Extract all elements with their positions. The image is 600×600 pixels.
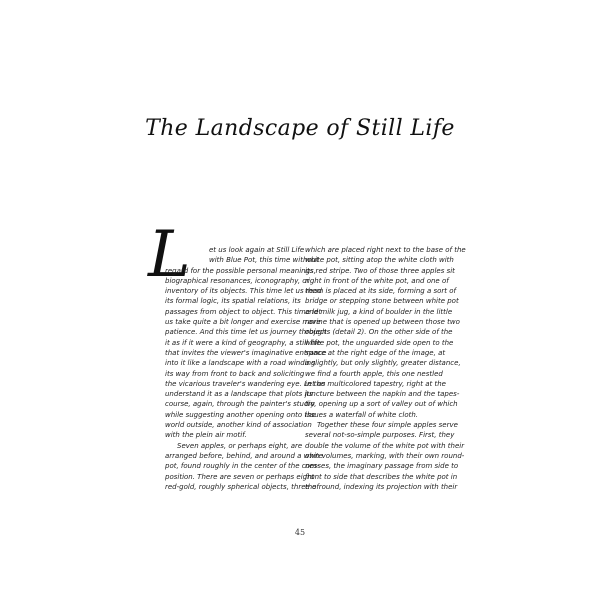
text-line: front to side that describes the white pot in bbox=[305, 472, 458, 481]
text-line: the round, indexing its projection with their bbox=[305, 482, 458, 491]
text-line: we find a fourth apple, this one nestled bbox=[305, 369, 443, 378]
text-line: juncture between the napkin and the tapes- bbox=[305, 390, 460, 399]
text-line: biographical resonances, iconography, or bbox=[165, 276, 310, 285]
text-line: double the volume of the white pot with their bbox=[305, 441, 465, 450]
text-line: inventory of its objects. This time let us read bbox=[165, 287, 322, 296]
text-line: them is placed at its side, forming a sort of bbox=[305, 287, 456, 296]
text-line: with the plein air motif. bbox=[165, 431, 247, 440]
text-line: course, again, through the painter's studio bbox=[165, 400, 315, 409]
text-line: its red stripe. Two of those three apples sit bbox=[305, 266, 455, 275]
text-line: its way from front to back and soliciting bbox=[165, 369, 305, 378]
text-line: a slightly, but only slightly, greater distance, bbox=[305, 359, 461, 368]
text-line: try, opening up a sort of valley out of which bbox=[305, 400, 458, 409]
page-title: The Landscape of Still Life bbox=[145, 116, 455, 141]
left-text-column bbox=[165, 245, 327, 492]
text-line: regard for the possible personal meanings, bbox=[165, 266, 316, 275]
text-line: white pot, sitting atop the white cloth with bbox=[305, 256, 454, 265]
text-line: and milk jug, a kind of boulder in the little bbox=[305, 307, 453, 316]
text-line: Seven apples, or perhaps eight, are bbox=[177, 441, 303, 450]
text-line: that invites the viewer's imaginative entrance bbox=[165, 348, 327, 357]
text-line: arranged before, behind, and around a white bbox=[165, 451, 323, 460]
text-line: patience. And this time let us journey through bbox=[165, 328, 327, 337]
text-line: while suggesting another opening onto the bbox=[165, 410, 316, 419]
text-line: et us look again at Still Life bbox=[209, 246, 305, 254]
text-line: with Blue Pot, this time without bbox=[209, 256, 319, 265]
text-line: position. There are seven or perhaps eight bbox=[165, 472, 315, 481]
page-number: 45 bbox=[294, 528, 306, 537]
text-line: world outside, another kind of association bbox=[165, 421, 312, 430]
text-line: understand it as a landscape that plots its bbox=[165, 390, 313, 399]
text-line: nesses, the imaginary passage from side to bbox=[305, 462, 459, 471]
text-line: bridge or stepping stone between white pot bbox=[305, 297, 459, 306]
text-line: its formal logic, its spatial relations, its bbox=[165, 297, 301, 306]
text-line: issues a waterfall of white cloth. bbox=[305, 410, 419, 419]
text-line: it as if it were a kind of geography, a still life bbox=[165, 338, 321, 347]
text-line: in the multicolored tapestry, right at the bbox=[305, 379, 446, 388]
text-line: ravine that is opened up between those two bbox=[305, 318, 460, 327]
text-line: own volumes, marking, with their own round- bbox=[305, 451, 465, 460]
text-line: objects (detail 2). On the other side of the bbox=[305, 328, 453, 337]
text-line: us take quite a bit longer and exercise more bbox=[165, 318, 321, 327]
text-line: red-gold, roughly spherical objects, three of bbox=[165, 482, 319, 491]
text-line: white pot, the unguarded side open to the bbox=[305, 338, 454, 347]
text-line: space at the right edge of the image, at bbox=[305, 348, 446, 357]
text-line: right in front of the white pot, and one of bbox=[305, 276, 449, 285]
drop-cap: L bbox=[148, 218, 191, 292]
text-line: into it like a landscape with a road winding bbox=[165, 359, 316, 368]
text-line: Together these four simple apples serve bbox=[317, 421, 458, 430]
text-line: passages from object to object. This time let bbox=[165, 307, 322, 316]
text-line: the vicarious traveler's wandering eye. Let us bbox=[165, 379, 326, 388]
text-line: pot, found roughly in the center of the com- bbox=[165, 462, 320, 471]
right-text-column bbox=[305, 245, 466, 492]
text-line: several not-so-simple purposes. First, they bbox=[305, 431, 455, 440]
text-line: which are placed right next to the base of the bbox=[305, 246, 466, 254]
